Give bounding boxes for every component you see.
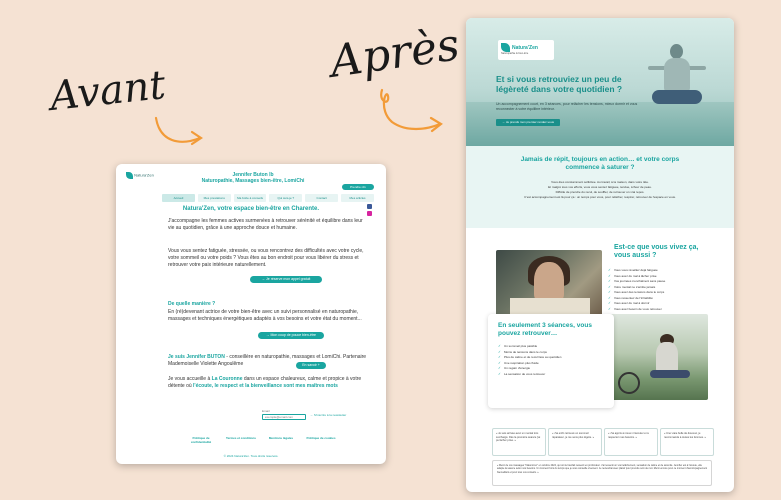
after-symptoms-list <box>608 268 718 312</box>
figure-body <box>664 58 690 92</box>
photo-face <box>534 262 564 302</box>
before-logo <box>126 172 162 186</box>
leaf-logo-icon <box>126 172 133 179</box>
after-hero-title: Et si vous retrouviez un peu de légèreté dans votre quotidien ? <box>496 74 623 94</box>
list-item: ✓ Vous avez du mal à dormir <box>608 301 718 307</box>
after-pain-title: Jamais de répit, toujours en action… et votre corps commence à saturer ? <box>520 156 680 171</box>
pain-line: Et malgré tous vos efforts, vous vous sentez fatiguée, tendue, à fleur de peau. <box>548 185 652 189</box>
before-boost-button[interactable]: → Mon coup de pouce bien-être <box>258 332 324 339</box>
photo-legs <box>650 370 690 378</box>
after-page-screenshot <box>466 18 734 492</box>
before-about-rest: - conseillère en naturopathie, massages et LomiChi. Partenaire Mademoiselle Violette Angoulême <box>168 354 367 367</box>
testimonial-card: « Je suis arrivée avec un mental très surchargé. Dès la première séance j'ai pu lâcher prise. » <box>492 428 546 456</box>
list-item: ✓ Plus de calme et de recul face au quotidien <box>498 355 608 361</box>
facebook-icon[interactable] <box>367 204 372 209</box>
after-logo[interactable] <box>498 40 554 60</box>
after-benefits-card <box>488 314 614 408</box>
after-arrow-icon <box>376 80 448 140</box>
after-benefits-title: En seulement 3 séances, vous pouvez retrouver… <box>498 322 592 337</box>
after-pain-section <box>466 146 734 228</box>
before-page-screenshot <box>116 164 386 464</box>
footer-terms-link[interactable]: Termes et conditions <box>226 436 256 440</box>
before-welcome-values: l'écoute, le respect et la bienveillance sont mes maîtres mots <box>193 383 338 389</box>
newsletter-submit-button[interactable]: → S'inscrire à la newsletter <box>310 413 347 417</box>
list-item: ✓ Une respiration plus fluide <box>498 361 608 367</box>
before-welcome-text <box>168 376 368 390</box>
after-hero <box>466 18 734 146</box>
woman-bike-photo <box>598 314 708 400</box>
list-item: ✓ Un regain d'énergie <box>498 366 608 372</box>
before-social-icons <box>367 204 372 218</box>
before-free-call-button[interactable]: → Je réserve mon appel gratuit <box>250 276 322 283</box>
nav-item-tips[interactable]: Ma boîte à conseils <box>234 194 267 202</box>
after-logo-text: Natura'Zen <box>512 44 538 51</box>
before-welcome-place: La Couronne <box>211 376 243 382</box>
meditating-woman-image <box>652 44 702 122</box>
footer-cookies-link[interactable]: Politique de cookies <box>306 436 336 440</box>
footer-privacy-link[interactable]: Politique de confidentialité <box>190 436 212 444</box>
before-how-text: En (ré)devenant actrice de votre bien-être avec un suivi personnalisé en naturopathie, massages et techniques énergétiques adaptés à vos besoins et votre état du moment... <box>168 309 362 322</box>
photo-bike-wheel <box>618 372 640 394</box>
before-welcome-b: dans un espace chaleureux, calme et propice à votre détente où <box>168 376 362 389</box>
list-item: ✓ Vous avez besoin de vous retrouver <box>608 307 718 313</box>
list-item: ✓ Vous avez du mal à lâcher prise <box>608 274 718 280</box>
list-item: ✓ Vous ressentez de l'irritabilité <box>608 296 718 302</box>
list-item: ✓ Un sommeil plus paisible <box>498 344 608 350</box>
instagram-icon[interactable] <box>367 211 372 216</box>
pain-line: Difficile de prendre du recul, de souffler, de retrouver un vrai repos. <box>555 190 645 194</box>
nav-item-home[interactable]: Accueil <box>162 194 195 202</box>
email-field[interactable]: exemple@email.com <box>262 414 306 420</box>
before-copyright: © 2024 Natura'Zen. Tous droits réservés. <box>223 454 279 458</box>
list-item: ✓ La sensation de vous retrouver <box>498 372 608 378</box>
nav-item-about[interactable]: Qui suis-je ? <box>269 194 302 202</box>
before-label: Avant <box>47 62 168 120</box>
after-label: Après <box>327 19 463 88</box>
nav-item-contact[interactable]: Contact <box>305 194 338 202</box>
before-header-line-2: Naturopathie, Massages bien-être, LomiChi <box>201 178 305 184</box>
footer-legal-link[interactable]: Mentions légales <box>268 436 294 440</box>
before-about-name: Je suis Jennifer BUTON <box>168 354 225 360</box>
before-page-title: Natura'Zen, votre espace bien-être en Charente. <box>182 206 320 212</box>
before-about-text <box>168 354 368 368</box>
leaf-logo-icon <box>501 43 510 52</box>
before-how-heading: De quelle manière ? <box>168 301 216 307</box>
before-learn-more-button[interactable]: En savoir + <box>296 362 326 369</box>
tired-woman-photo <box>496 250 602 316</box>
after-hero-cta-button[interactable]: → Je prends mon premier rendez-vous <box>496 119 560 126</box>
before-header <box>188 172 318 184</box>
nav-item-articles[interactable]: Mes articles <box>341 194 374 202</box>
before-arrow-icon <box>150 112 210 156</box>
before-header-line-1: Jennifer Buton ⅼb <box>232 172 274 178</box>
nav-item-services[interactable]: Mes prestations <box>198 194 231 202</box>
after-review-block: « Merci de vos massages "Natura'zen" en octobre 2024, qui ont le bienfait ressenti en profondeur. J'ai ressenti un vrai relâchement, sensation de calme et de sérénité. Jennifer est à l'écoute, elle adapte la séance selon nos besoins. Un moment hors du temps que je vous conseille vivement. Je reviendrai avec plaisir pour prendre soin de moi. Merci encore pour ce moment d'accompagnement bienveillant et pour tous vos conseils. » <box>492 460 712 486</box>
before-logo-text: Natura'Zen <box>134 172 154 178</box>
after-logo-tagline: Naturopathie & bien-être <box>501 52 529 55</box>
before-intro-text: J'accompagne les femmes actives surmenées à retrouver sérénité et équilibre dans leur vie au quotidien, grâce à une approche douce et humaine. <box>168 218 363 231</box>
after-hero-subtitle: Un accompagnement court, en 3 séances, pour relâcher les tensions, mieux dormir et vous reconnecter à votre équilibre intérieur. <box>496 102 638 111</box>
after-pain-text <box>496 180 704 200</box>
testimonial-card: « J'ai enfin retrouvé un sommeil réparateur, je me sens plus légère. » <box>548 428 602 456</box>
testimonial-card: « J'ai appris à mieux m'écouter et à respecter mes besoins. » <box>604 428 658 456</box>
before-footer-links <box>186 436 336 444</box>
before-top-cta-button[interactable]: Prendre rdv <box>342 184 374 190</box>
pain-line: Vous êtes constamment sollicitée. Au travail, à la maison, dans votre tête. <box>551 180 649 184</box>
before-newsletter-form <box>262 410 352 422</box>
before-nav <box>162 194 374 202</box>
email-label: Email <box>262 409 270 413</box>
list-item: ✓ Vous avez des tensions dans le corps <box>608 290 718 296</box>
figure-head <box>670 44 683 59</box>
testimonial-card: « Une vraie bulle de douceur, je recommande à toutes les femmes. » <box>660 428 714 456</box>
photo-body <box>656 342 678 372</box>
before-problem-text: Vous vous sentez fatiguée, stressée, ou vous rencontrez des difficultés avec votre cycle, votre sommeil ou votre poids ? Vous êtes au bon endroit pour vous libérer du stress et retrouver votre paix intérieure naturellement. <box>168 248 364 268</box>
before-welcome-a: Je vous accueille à <box>168 376 212 382</box>
list-item: ✓ Moins de tensions dans le corps <box>498 350 608 356</box>
list-item: ✓ Vous vous réveillez déjà fatiguée <box>608 268 718 274</box>
figure-legs <box>652 90 702 104</box>
list-item: ✓ Vos journées s'enchaînent sans pause <box>608 279 718 285</box>
after-benefits-list <box>498 344 608 377</box>
pain-line: C'est accompagnement est là pour ça : un temps pour vous, pour relâcher, respirer, retrouver de l'espace en vous. <box>524 195 676 199</box>
after-symptoms-title: Est-ce que vous vivez ça, vous aussi ? <box>614 244 699 259</box>
list-item: ✓ Votre mental ne s'arrête jamais <box>608 285 718 291</box>
